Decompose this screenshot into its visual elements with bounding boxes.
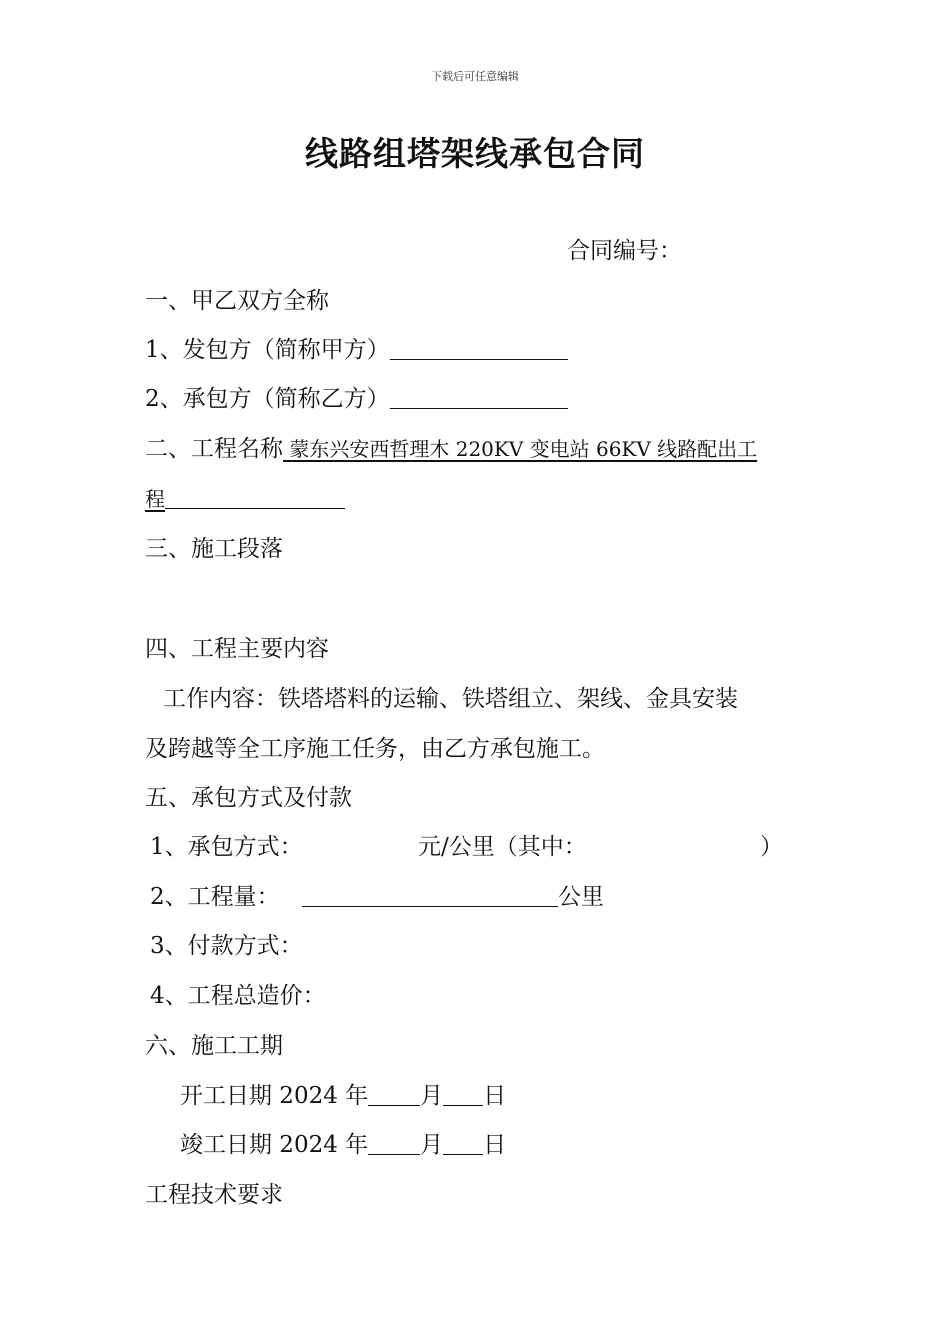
start-day-text: 日	[483, 1083, 507, 1109]
end-month-blank[interactable]	[368, 1132, 420, 1155]
work-content-line-2: 及跨越等全工序施工任务，由乙方承包施工。	[145, 736, 605, 762]
end-month-text: 月	[420, 1132, 444, 1158]
project-name-blank[interactable]	[165, 486, 345, 509]
quantity-blank[interactable]	[302, 884, 558, 907]
project-name-label: 二、工程名称	[145, 436, 283, 462]
party-b-label: 2、承包方（简称乙方）	[145, 386, 390, 412]
project-name-value-cont: 程	[145, 487, 165, 511]
contract-method-row	[150, 832, 303, 862]
start-month-text: 月	[420, 1083, 444, 1109]
party-a-label: 1、发包方（简称甲方）	[145, 337, 390, 363]
start-date-row	[180, 1081, 506, 1111]
contract-method-unit: 元/公里（其中：	[418, 834, 587, 860]
contract-method-close: ）	[760, 834, 783, 860]
quantity-label: 2、工程量：	[150, 884, 280, 910]
project-name-row-2	[145, 484, 345, 514]
technical-requirements-heading: 工程技术要求	[145, 1182, 283, 1208]
party-a-row	[145, 335, 568, 365]
project-name-value: 蒙东兴安西哲理木 220KV 变电站 66KV 线路配出工	[283, 437, 758, 461]
work-content-line-1: 工作内容：铁塔塔料的运输、铁塔组立、架线、金具安装	[163, 686, 738, 712]
section-3-heading: 三、施工段落	[145, 536, 283, 562]
contract-number-label: 合同编号：	[567, 238, 682, 264]
section-5-heading: 五、承包方式及付款	[145, 785, 352, 811]
end-day-blank[interactable]	[443, 1132, 483, 1155]
project-name-row	[145, 434, 757, 464]
section-4-heading: 四、工程主要内容	[145, 636, 329, 662]
start-day-blank[interactable]	[443, 1083, 483, 1106]
party-b-blank[interactable]	[390, 386, 568, 409]
end-date-label: 竣工日期 2024 年	[180, 1132, 369, 1158]
header-note: 下载后可任意编辑	[431, 70, 519, 83]
payment-method-label: 3、付款方式：	[150, 933, 303, 959]
end-date-row	[180, 1130, 506, 1160]
end-day-text: 日	[483, 1132, 507, 1158]
quantity-unit: 公里	[558, 884, 604, 910]
contract-method-label: 1、承包方式：	[150, 834, 303, 860]
start-month-blank[interactable]	[368, 1083, 420, 1106]
total-cost-label: 4、工程总造价：	[150, 983, 326, 1009]
contract-title: 线路组塔架线承包合同	[305, 134, 645, 173]
quantity-row	[150, 882, 280, 912]
section-6-heading: 六、施工工期	[145, 1033, 283, 1059]
quantity-value-row	[302, 882, 604, 912]
section-1-heading: 一、甲乙双方全称	[145, 288, 329, 314]
party-a-blank[interactable]	[390, 337, 568, 360]
start-date-label: 开工日期 2024 年	[180, 1083, 369, 1109]
party-b-row	[145, 384, 568, 414]
